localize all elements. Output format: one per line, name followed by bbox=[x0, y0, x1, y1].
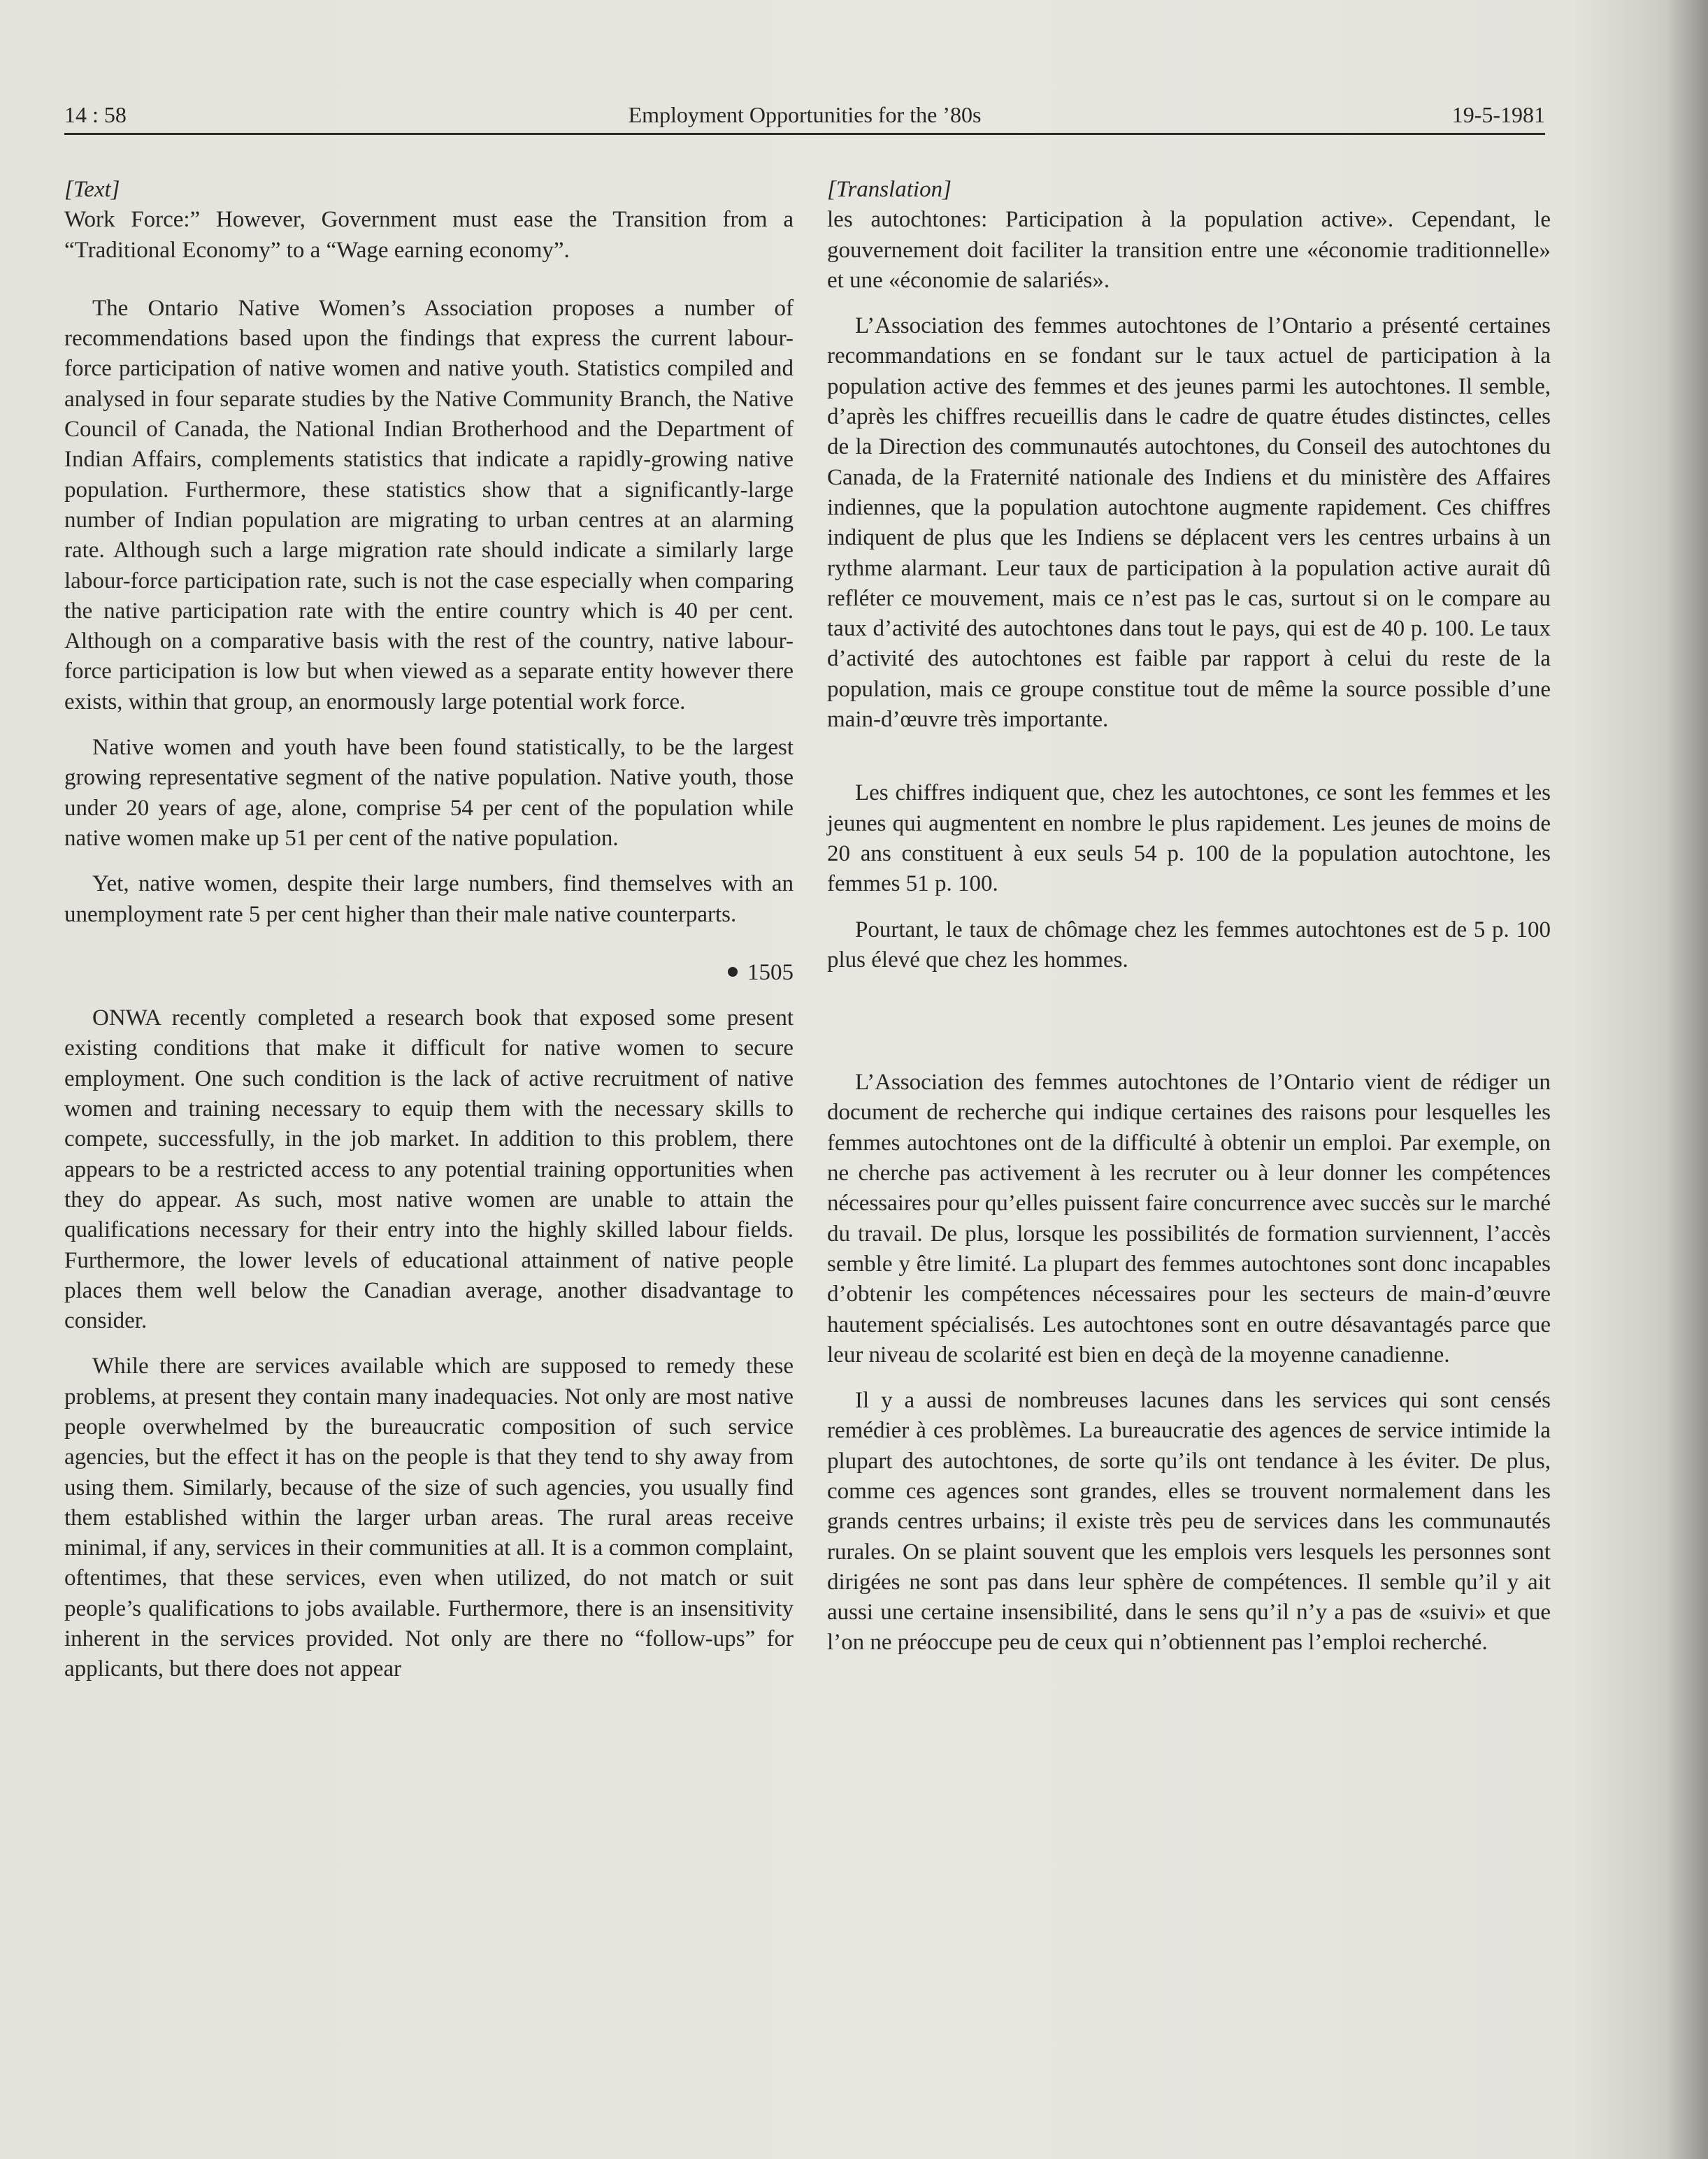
translation-label: [Translation] bbox=[827, 177, 952, 202]
paragraph: L’Association des femmes autochtones de l’Ontario a présenté certaines recommandations en se fondant sur le taux actuel de participation à la population active des femmes et des jeunes parmi les autochtones. Il semble, d’après les chiffres recueillis dans le cadre de quatre études distinctes, celles de la Direction des communautés autochtones, du Conseil des autochtones du Canada, de la Fraternité nationale des Indiens et du ministère des Affaires indiennes, que la population autochtone augmente rapidement. Ces chiffres indiquent de plus que les Indiens se déplacent vers les centres urbains à un rythme alarmant. Leur taux de participation à la population active aurait dû refléter ce mouvement, mais ce n’est pas le cas, surtout si on le compare au taux d’activité des autochtones dans tout le pays, qui est de 40 p. 100. Le taux d’activité des autochtones est faible par rapport à celui du reste de la population, mais ce groupe constitue tout de même la source possible d’une main-d’œuvre très importante. bbox=[827, 313, 1551, 733]
paragraph: L’Association des femmes autochtones de l’Ontario vient de rédiger un document de recherche qui indique certaines des raisons pour lesquelles les femmes autochtones ont de la difficulté à obtenir un emploi. Par exemple, on ne cherche pas activement à les recruter ou à leur donner les compétences nécessaires pour qu’elles puissent faire concurrence avec succès sur le marché du travail. De plus, lorsque les possibilités de formation surviennent, l’accès semble y être limité. La plupart des femmes autochtones sont donc incapables d’obtenir les compétences nécessaires pour les secteurs de main-d’œuvre hautement spécialisés. Les autochtones sont en outre désavantagés parce que leur niveau de scolarité est bien en deçà de la moyenne canadienne. bbox=[827, 1070, 1551, 1368]
paragraph: Work Force:” However, Government must ease the Transition from a “Traditional Economy” to a “Wage earning economy”. bbox=[64, 207, 794, 263]
header-date: 19-5-1981 bbox=[1451, 102, 1545, 127]
text-label: [Text] bbox=[64, 177, 120, 202]
time-marker-value: 1505 bbox=[747, 959, 794, 985]
page-number: 14 : 58 bbox=[64, 102, 127, 127]
paragraph: Native women and youth have been found statistically, to be the largest growing representative segment of the native population. Native youth, those under 20 years of age, alone, comprise 54 per cent of the population while native women make up 51 per cent of the native population. bbox=[64, 735, 794, 851]
french-column bbox=[827, 175, 1551, 1658]
paragraph: Yet, native women, despite their large numbers, find themselves with an unemployment rate 5 per cent higher than their male native counterparts. bbox=[64, 871, 794, 927]
paragraph: Il y a aussi de nombreuses lacunes dans les services qui sont censés remédier à ces problèmes. La bureaucratie des agences de service intimide la plupart des autochtones, de sorte qu’ils ont tendance à les éviter. De plus, comme ces agences sont grandes, elles se trouvent normalement dans les grands centres urbains; il existe très peu de services dans les communautés rurales. On se plaint souvent que les emplois vers lesquels les personnes sont dirigées ne sont pas dans leur sphère de compétences. Il semble qu’il y ait aussi une certaine insensibilité, dans le sens qu’il n’y a pas de «suivi» et que l’on ne préoccupe peu de ceux qui n’obtiennent pas l’emploi recherché. bbox=[827, 1388, 1551, 1656]
time-marker bbox=[64, 958, 794, 988]
binding-shadow bbox=[1666, 0, 1708, 2159]
running-title: Employment Opportunities for the ’80s bbox=[628, 102, 982, 127]
page-header bbox=[64, 96, 1545, 135]
paragraph: The Ontario Native Women’s Association proposes a number of recommendations based upon the findings that express the current labour-force participation of native women and native youth. Statistics compiled and analysed in four separate studies by the Native Community Branch, the Native Council of Canada, the National Indian Brotherhood and the Department of Indian Affairs, complements statistics that indicate a rapidly-growing native population. Furthermore, these statistics show that a significantly-large number of Indian population are migrating to urban centres at an alarming rate. Although such a large migration rate should indicate a similarly large labour-force participation rate, such is not the case especially when comparing the native participation rate with the entire country which is 40 per cent. Although on a comparative basis with the rest of the country, native labour-force participation is low but when viewed as a separate entity however there exists, within that group, an enormously large potential work force. bbox=[64, 295, 794, 715]
english-column bbox=[64, 175, 794, 1685]
paragraph: Les chiffres indiquent que, chez les autochtones, ce sont les femmes et les jeunes qui augmentent en nombre le plus rapidement. Les jeunes de moins de 20 ans constituent à eux seuls 54 p. 100 de la population autochtone, les femmes 51 p. 100. bbox=[827, 780, 1551, 897]
bullet-icon bbox=[728, 967, 738, 977]
paragraph: While there are services available which are supposed to remedy these problems, at present they contain many inadequacies. Not only are most native people overwhelmed by the bureaucratic composition of such service agencies, but the effect it has on the people is that they tend to shy away from using them. Similarly, because of the size of such agencies, you usually find them established within the larger urban areas. The rural areas receive minimal, if any, services in their communities at all. It is a common complaint, oftentimes, that these services, even when utilized, do not match or suit people’s qualifications to jobs available. Furthermore, there is an insensitivity inherent in the services provided. Not only are there no “follow-ups” for applicants, but there does not appear bbox=[64, 1354, 794, 1682]
paragraph: ONWA recently completed a research book that exposed some present existing conditions that make it difficult for native women to secure employment. One such condition is the lack of active recruitment of native women and training necessary to equip them with the necessary skills to compete, successfully, in the job market. In addition to this problem, there appears to be a restricted access to any potential training opportunities when they do appear. As such, most native women are unable to attain the qualifications necessary for their entry into the highly skilled labour fields. Furthermore, the lower levels of educational attainment of native people places them well below the Canadian average, another disadvantage to consider. bbox=[64, 1005, 794, 1334]
paragraph: Pourtant, le taux de chômage chez les femmes autochtones est de 5 p. 100 plus élevé que chez les hommes. bbox=[827, 917, 1551, 973]
paragraph: les autochtones: Participation à la population active». Cependant, le gouvernement doit faciliter la transition entre une «économie traditionnelle» et une «économie de salariés». bbox=[827, 207, 1551, 293]
